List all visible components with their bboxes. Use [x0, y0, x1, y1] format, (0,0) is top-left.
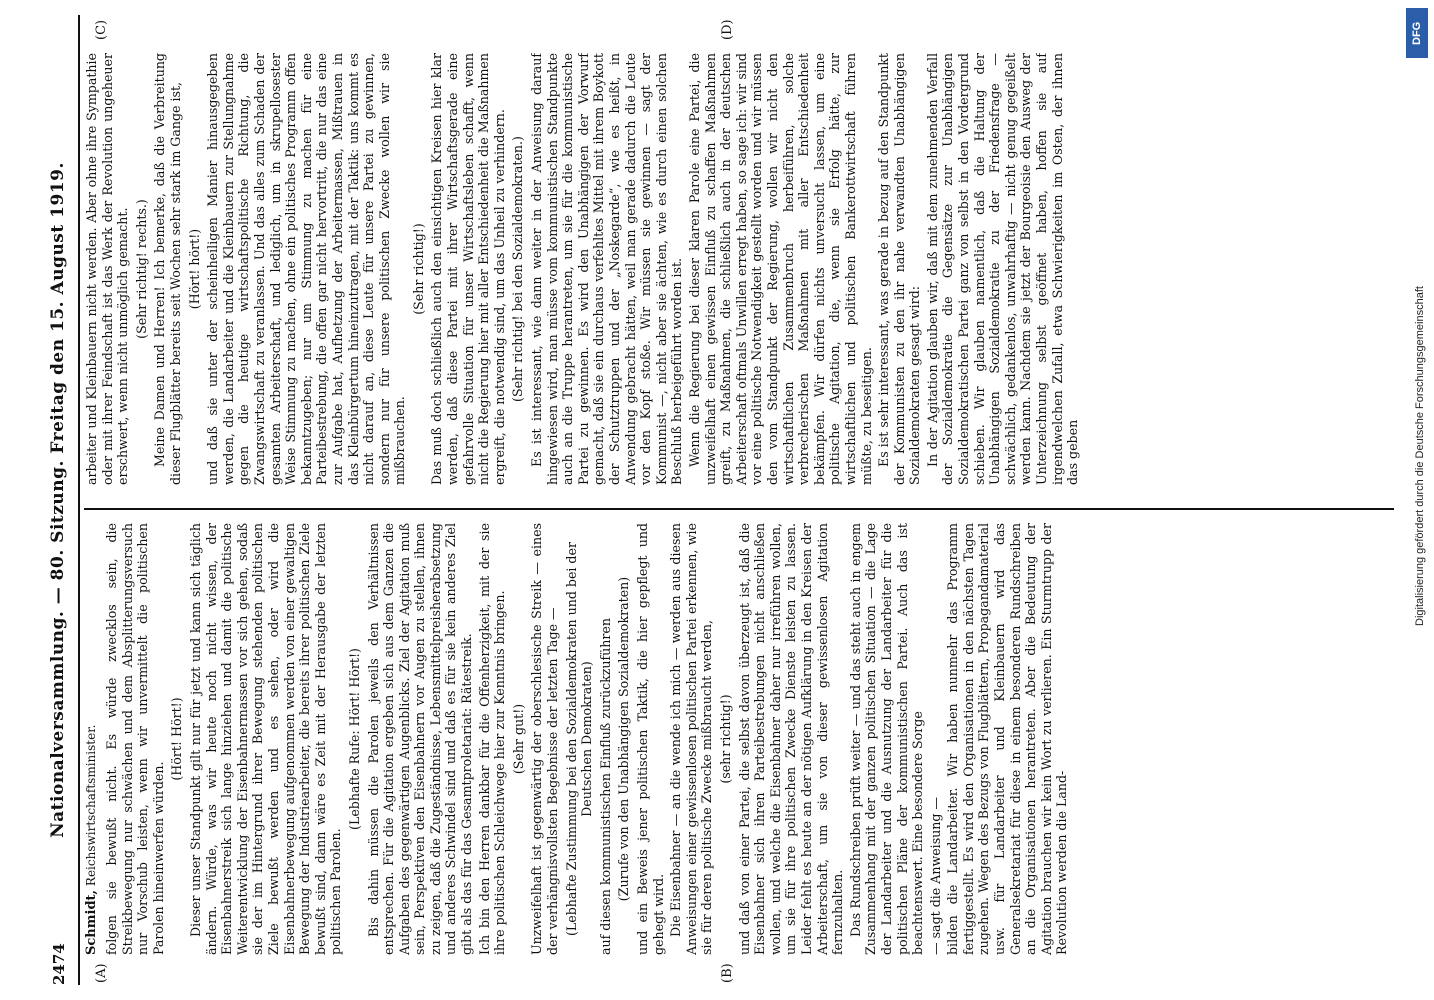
paragraph: auf diesen kommunistischen Einfluß zurückzuführen	[597, 618, 613, 955]
paragraph: Das Rundschreiben prüft weiter — und das steht auch in engem Zusammenhang mit der ganzen politischen Situation — die Lage der Landarbeiter und die Ausnutzung der Landarbeiter für die politischen Pläne der kommunistischen Partei. Auch das ist beachtenswert. Eine besondere Sorge	[847, 523, 926, 955]
interjection: (Lebhafte Zustimmung bei den Sozialdemokraten und bei der Deutschen Demokraten)	[563, 542, 595, 936]
speaker-line	[84, 725, 99, 955]
document-page	[40, 15, 1400, 985]
paragraph: bilden die Landarbeiter. Wir haben nunmehr das Programm fertiggestellt. Es wird den Organisationen in den nächsten Tagen zugehen. Wegen des Bezugs von Flugblättern, Propagandamaterial usw. für Landarbeiter und Kleinbauern wird das Generalsekretariat für diese in einem besonderen Rundschreiben an die Organisationen herantreten. Aber die Bedeutung der Agitation brauchen wir kein Wort zu verlieren. Ein Sturmtrupp der Revolution werden die Land-	[945, 523, 1070, 955]
paragraph: Die Eisenbahner — an die wende ich mich — werden aus diesen Anweisungen einer gewissenlosen politischen Partei erkennen, wie sie für deren politische Zwecke mißbraucht werden,	[668, 523, 715, 955]
page-header	[40, 15, 80, 985]
paragraph: Es ist interessant, wie dann weiter in der Anweisung darauf hingewiesen wird, man müsse vom kommunistischen Standpunkte auch an die Truppe herantreten, um sie für die kommunistische Partei zu gewinnen. Es wird den Unabhängigen der Vorwurf gemacht, daß sie ein durchaus verfehltes Mittel mit ihrem Boykott der Schutztruppen und der „Noskegarde“, wie es heißt, in Anwendung gebracht hätten, weil man gerade dadurch die Leute vor den Kopf stoße. Wir müssen sie gewinnen — sagt der Kommunist —, nicht aber sie ächten, wie es durch einen solchen Beschluß herbeigeführt worden ist.	[529, 53, 685, 485]
margin-marker-c: (C)	[94, 19, 109, 40]
paragraph: — sagt die Anweisung —	[927, 796, 943, 955]
interjection: (Lebhafte Rufe: Hört! Hört!)	[346, 648, 362, 830]
paragraph: folgen sie bewußt nicht. Es würde zwecklos sein, die Streikbewegung nur schwächen und dem Absplitterungsversuch nur Vorschub leisten, wenn wir unvermittelt die politischen Parolen hineinwerfen würden.	[104, 523, 166, 955]
digitization-credit: Digitalisierung gefördert durch die Deutsche Forschungsgemeinschaft	[1414, 286, 1426, 626]
interjection: (Hört! hört!)	[186, 228, 202, 310]
paragraph: und ein Beweis jener politischen Taktik, die hier gepflegt und gehegt wird.	[635, 523, 666, 955]
paragraph: Meine Damen und Herren! Ich bemerke, daß die Verbreitung dieser Flugblätter bereits seit Wochen sehr stark im Gange ist,	[152, 53, 183, 485]
speaker-role: Reichswirtschaftsminister.	[84, 724, 98, 887]
margin-marker-d: (D)	[720, 19, 735, 40]
column-divider	[84, 508, 1394, 510]
interjection: (Sehr richtig!)	[410, 223, 426, 315]
paragraph: In der Agitation glauben wir, daß mit dem zunehmenden Verfall der Sozialdemokratie die Gegensätze zur Unabhängigen Sozialdemokratischen Partei ganz von selbst in den Vordergrund schieben. Wir glauben namentlich, daß die Haltung der Unabhängigen Sozialdemokratie zu der Friedensfrage — schwächlich, gedankenlos, unwahrhaftig — nicht genug gegeißelt werden kann. Nachdem sie jetzt der Bourgeoisie den Ausweg der Unterzeichnung selbst geöffnet haben, hoffen sie auf irgendwelchen Zufall, etwa Schwierigkeiten im Osten, der ihnen das geben	[924, 53, 1081, 485]
paragraph: Ich bin den Herren dankbar für die Offenherzigkeit, mit der sie ihre politischen Schleichwege hier zur Kenntnis bringen.	[476, 523, 508, 955]
interjection: (Sehr richtig! rechts.)	[133, 199, 149, 339]
left-column	[104, 523, 1394, 955]
paragraph: arbeiter und Kleinbauern nicht werden. Aber ohne ihre Sympathie oder mit ihrer Feindschaft ist das Werk der Revolution ungeheuer erschwert, wenn nicht unmöglich gemacht.	[84, 53, 131, 485]
interjection: (sehr richtig!)	[717, 694, 733, 784]
right-column	[84, 53, 1394, 485]
page-number: 2474	[50, 943, 68, 985]
interjection: (Hört! Hört!)	[169, 697, 185, 781]
paragraph: Dieser unser Standpunkt gilt nur für jetzt und kann sich täglich ändern. Würde, was wir heute noch nicht wissen, der Eisenbahnerstreik sich lange hinziehen und damit die politische Weiterentwicklung der Eisenbahnermassen vor sich gehen, sodaß sie der im Hintergrund ihrer Bewegung stehenden politischen Ziele bewußt werden und es sehen, oder wird die Eisenbahnerbewegung aufgenommen werden von einer gewaltigen Bewegung der Industriearbeiter, die bereits ihrer politischen Ziele bewußt sind, dann wäre es Zeit mit der Herausgabe der letzten politischen Parolen.	[187, 523, 344, 955]
dfg-logo-icon: DFG	[1406, 8, 1428, 58]
paragraph: und daß von einer Partei, die selbst davon überzeugt ist, daß die Eisenbahner sich ihren Parteibestrebungen nicht anschließen wollen, und welche die Eisenbahner daher nur irreführen wollen, um sie für ihre politischen Zwecke Dienste leisten zu lassen. Leider fehlt es heute an der nötigen Aufklärung in den Kreisen der Arbeiterschaft, um sie von dieser gewissenlosen Agitation fernzuhalten.	[736, 523, 846, 955]
paragraph: Bis dahin müssen die Parolen jeweils den Verhältnissen entsprechen. Für die Agitation ergeben sich aus dem Ganzen die Aufgaben des gegenwärtigen Augenblicks. Ziel der Agitation muß sein, Perspektiven den Eisenbahnern vor Augen zu stellen, ihnen zu zeigen, daß die Zugeständnisse, Lebensmittelpreisherabsetzung und anderes Schwindel sind und daß es für sie kein anderes Ziel gibt als das für das Gesamtproletariat: Rätestreik.	[365, 523, 475, 955]
interjection: (Sehr gut!)	[510, 703, 526, 775]
interjection: (Zurufe von den Unabhängigen Sozialdemokraten)	[616, 576, 632, 902]
paragraph: Unzweifelhaft ist gegenwärtig der oberschlesische Streik — eines der verhängnisvollsten Begebnisse der letzten Tage —	[529, 523, 561, 955]
speaker-name: Schmidt,	[84, 889, 99, 955]
interjection: (Sehr richtig! bei den Sozialdemokraten.)	[510, 136, 526, 402]
digitization-sidebar	[1394, 0, 1434, 1000]
margin-marker-b: (B)	[720, 963, 735, 983]
margin-marker-a: (A)	[94, 963, 109, 983]
paragraph: Wenn die Regierung bei dieser klaren Parole eine Partei, die unzweifelhaft einen gewissen Einfluß zu schaffen Maßnahmen greift, zu Maßnahmen, die schließlich auch in der deutschen Arbeiterschaft oftmals Unwillen erregt haben, so sage ich: wir sind vor eine politische Notwendigkeit gestellt worden und wir müssen den vom Standpunkt der Regierung, wollen wir nicht den wirtschaftlichen Zusammenbruch herbeiführen, solche verbrecherischen Maßnahmen mit aller Entschiedenheit bekämpfen. Wir dürfen nichts unversucht lassen, um eine politische Agitation, die, wenn sie Erfolg hätte, zur wirtschaftlichen und politischen Bankerottwirtschaft führen müßte, zu beseitigen.	[686, 53, 874, 485]
paragraph: und daß sie unter der scheinheiligen Manier hinausgegeben werden, die Landarbeiter und die Kleinbauern zur Stellungnahme gegen die heutige wirtschaftspolitische Richtung, die Zwangswirtschaft zu veranlassen. Und das alles zum Schaden der gesamten Arbeiterschaft, und lediglich, um in skrupellosester Weise Stimmung zu machen, ohne ein politisches Programm offen bekanntzugeben; nur um Stimmung zu machen für eine Parteibestrebung, die offen gar nicht hervortritt, die nur das eine zur Aufgabe hat, Aufhetzung der Arbeitermassen, Mißtrauen in das Kleinbürgertum hineinzutragen, mit der Taktik: uns kommt es nicht darauf an, diese Leute für unsere Partei zu gewinnen, sondern nur für unsere politischen Zwecke wollen wir sie mißbrauchen.	[205, 53, 408, 485]
paragraph: Es ist sehr interessant, was gerade in bezug auf den Standpunkt der Kommunisten zu den ihr nahe verwandten Unabhängigen Sozialdemokraten gesagt wird:	[876, 53, 923, 485]
paragraph: Das muß doch schließlich auch den einsichtigen Kreisen hier klar werden, daß diese Partei mit ihrer Wirtschaftsgerade eine gefahrvolle Situation für unser Wirtschaftsleben schafft, wenn nicht die Regierung hier mit aller Entschiedenheit die Maßnahmen ergreift, die notwendig sind, um das Unheil zu verhindern.	[429, 53, 507, 485]
page-title: Nationalversammlung. — 80. Sitzung. Freitag den 15. August 1919.	[48, 162, 68, 838]
